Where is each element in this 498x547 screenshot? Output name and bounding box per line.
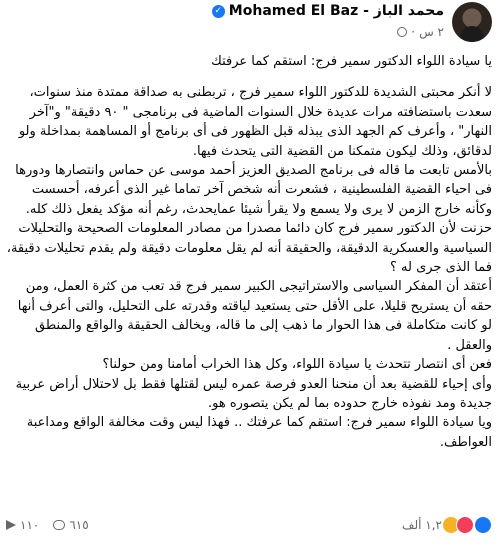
- shares-stat[interactable]: [6, 518, 39, 532]
- comments-count: ٦١٥: [69, 518, 89, 532]
- post-time[interactable]: ٢ س: [419, 25, 444, 39]
- post-paragraph: وأى إحياء للقضية بعد أن منحنا العدو فرصة عمره ليس لقتلها فقط بل لاحتلال أراض عربية جديدة ومد نفوذه خارج حدوده بما لم يكن يتصوره هو.: [15, 376, 492, 411]
- post-header: [0, 0, 498, 52]
- post-paragraph: ويا سيادة اللواء سمير فرج: استقم كما عرفتك .. فهذا ليس وقت مخالفة الواقع ومداعبة العواطف.: [26, 415, 492, 450]
- author-name[interactable]: محمد الباز - Mohamed El Baz: [228, 3, 444, 19]
- post-paragraph: لا أنكر محبتى الشديدة للدكتور اللواء سمير فرج ، تربطنى به صداقة ممتدة منذ سنوات، سعدت باستضافته مرات عديدة خلال السنوات الماضية فى برنامجى " ٩٠ دقيقة" و"آخر النهار" ، وأعرف كم الجهد الذى يبذله قبل الظهور فى أى برنامج أو المساهمة بمداخلة ولو لدقائق، وذلك ليكون متمكنا من القضية التى يتحدث فيها.: [18, 85, 492, 159]
- like-reaction-icon: [474, 516, 492, 534]
- comments-stat[interactable]: [53, 518, 88, 532]
- post-meta: [397, 25, 444, 39]
- post-paragraph: حزنت لأن الدكتور سمير فرج كان دائما مصدرا من مصادر المعلومات الصحيحة والتحليلات السياسية والعسكرية الدقيقة، والحقيقة أنه لم يقل معلومات دقيقة ولم يقدم تحليلات دقيقة، فما الذى جرى له ؟: [6, 221, 492, 276]
- reactions-summary[interactable]: [402, 516, 492, 534]
- post-paragraph: فعن أى انتصار تتحدث يا سيادة اللواء، وكل هذا الخراب أمامنا ومن حولنا؟: [102, 357, 492, 373]
- author-name-row: [212, 3, 444, 19]
- shares-count: ١١٠: [20, 518, 40, 532]
- share-icon: [6, 520, 16, 530]
- verified-badge-icon: ✓: [212, 5, 225, 18]
- author-avatar[interactable]: [452, 2, 492, 42]
- post-paragraph: بالأمس تابعت ما قاله فى برنامج الصديق العزيز أحمد موسى عن حماس وانتصارها ودورها فى احياء القضية الفلسطينية ، فشعرت أنه شخص آخر تماما غير الذى أعرفه، أحسست وكأنه خارج الزمن لا يرى ولا يسمع ولا يقرأ شيئا عمايحدث، رغم أنه مؤكد يفعل ذلك كله.: [15, 163, 492, 217]
- post-footer: [6, 510, 492, 540]
- post-body: [4, 52, 492, 452]
- comment-icon: [53, 520, 65, 530]
- love-reaction-icon: [456, 516, 474, 534]
- reactions-count: ١,٢ ألف: [402, 518, 442, 532]
- post-title: يا سيادة اللواء الدكتور سمير فرج: استقم كما عرفتك: [211, 54, 492, 69]
- post-paragraph: أعتقد أن المفكر السياسى والاستراتيجى الكبير سمير فرج قد تعب من كثرة العمل، ومن حقه أن يستريح قليلا، على الأقل حتى يستعيد لياقته وقدرته على التحليل، والتى أعرف أنها لو كانت متكاملة فى هذا الحوار ما ذهب إلى ما قاله، ويخالف الحقيقة والواقع والمنطق والعقل .: [17, 279, 492, 353]
- dot-separator: ·: [411, 25, 416, 39]
- reaction-icons: [446, 516, 492, 534]
- globe-icon: [397, 27, 407, 37]
- engagement-stats: [6, 518, 89, 532]
